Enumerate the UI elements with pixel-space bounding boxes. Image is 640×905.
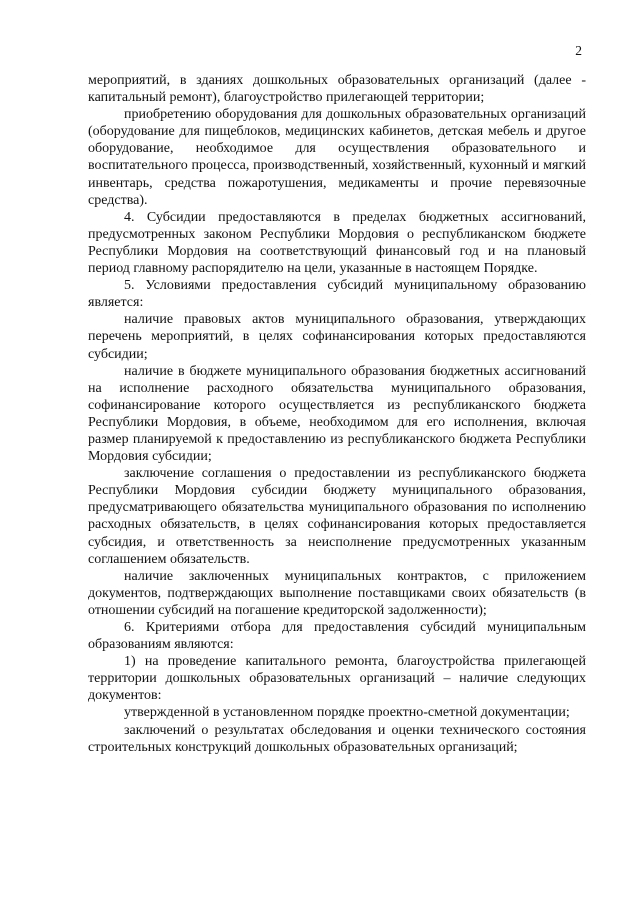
paragraph-agreement: заключение соглашения о предоставлении из республиканского бюджета Республики Мордовия субсидии бюджету муниципального образования, предусматривающего обязательства муниципального образования по исполнению расходных обязательств, в целях софинансирования которых предоставляется субсидия, и ответственность за неисполнение предусмотренных указанным соглашением обязательств. (88, 466, 586, 567)
paragraph-design-docs: утвержденной в установленном порядке проектно-сметной документации; (124, 705, 570, 721)
paragraph-clause-6: 6. Критериями отбора для предоставления субсидий муниципальным образованиям являются: (88, 620, 586, 653)
paragraph-clause-5: 5. Условиями предоставления субсидий муниципальному образованию является: (88, 278, 586, 311)
paragraph-clause-4: 4. Субсидии предоставляются в пределах бюджетных ассигнований, предусмотренных законом Республики Мордовия о республиканском бюджете Республики Мордовия на соответствующий финансовый год и на плановый период главному распорядителю на цели, указанные в настоящем Порядке. (88, 209, 586, 277)
paragraph-budget-allocations: наличие в бюджете муниципального образования бюджетных ассигнований на исполнение расходного обязательства муниципального образования, софинансирование которого осуществляется из республиканского бюджета Республики Мордовия, в объеме, необходимом для его исполнения, включая размер планируемой к предоставлению из республиканского бюджета Республики Мордовия субсидии; (88, 363, 586, 465)
paragraph-contracts: наличие заключенных муниципальных контрактов, с приложением документов, подтверждающих выполнение поставщиками своих обязательств (в отношении субсидий на погашение кредиторской задолженности); (88, 568, 586, 618)
paragraph-equipment: приобретению оборудования для дошкольных образовательных организаций (оборудование для пищеблоков, медицинских кабинетов, детская мебель и другое оборудование, необходимое для осуществления образовательного и воспитательного процесса, производственный, хозяйственный, кухонный и мягкий инвентарь, средства пожаротушения, медикаменты и прочие перевязочные средства). (88, 107, 586, 208)
paragraph-legal-acts: наличие правовых актов муниципального образования, утверждающих перечень мероприятий, в целях софинансирования которых предоставляются субсидии; (88, 312, 586, 362)
document-body (88, 72, 586, 756)
paragraph-inspection-reports: заключений о результатах обследования и оценки технического состояния строительных конструкций дошкольных образовательных организаций; (88, 722, 586, 755)
paragraph-continuation: мероприятий, в зданиях дошкольных образовательных организаций (далее - капитальный ремонт), благоустройство прилегающей территории; (88, 73, 586, 106)
paragraph-criteria-1: 1) на проведение капитального ремонта, благоустройства прилегающей территории дошкольных образовательных организаций – наличие следующих документов: (88, 654, 586, 704)
page-number: 2 (575, 43, 582, 58)
